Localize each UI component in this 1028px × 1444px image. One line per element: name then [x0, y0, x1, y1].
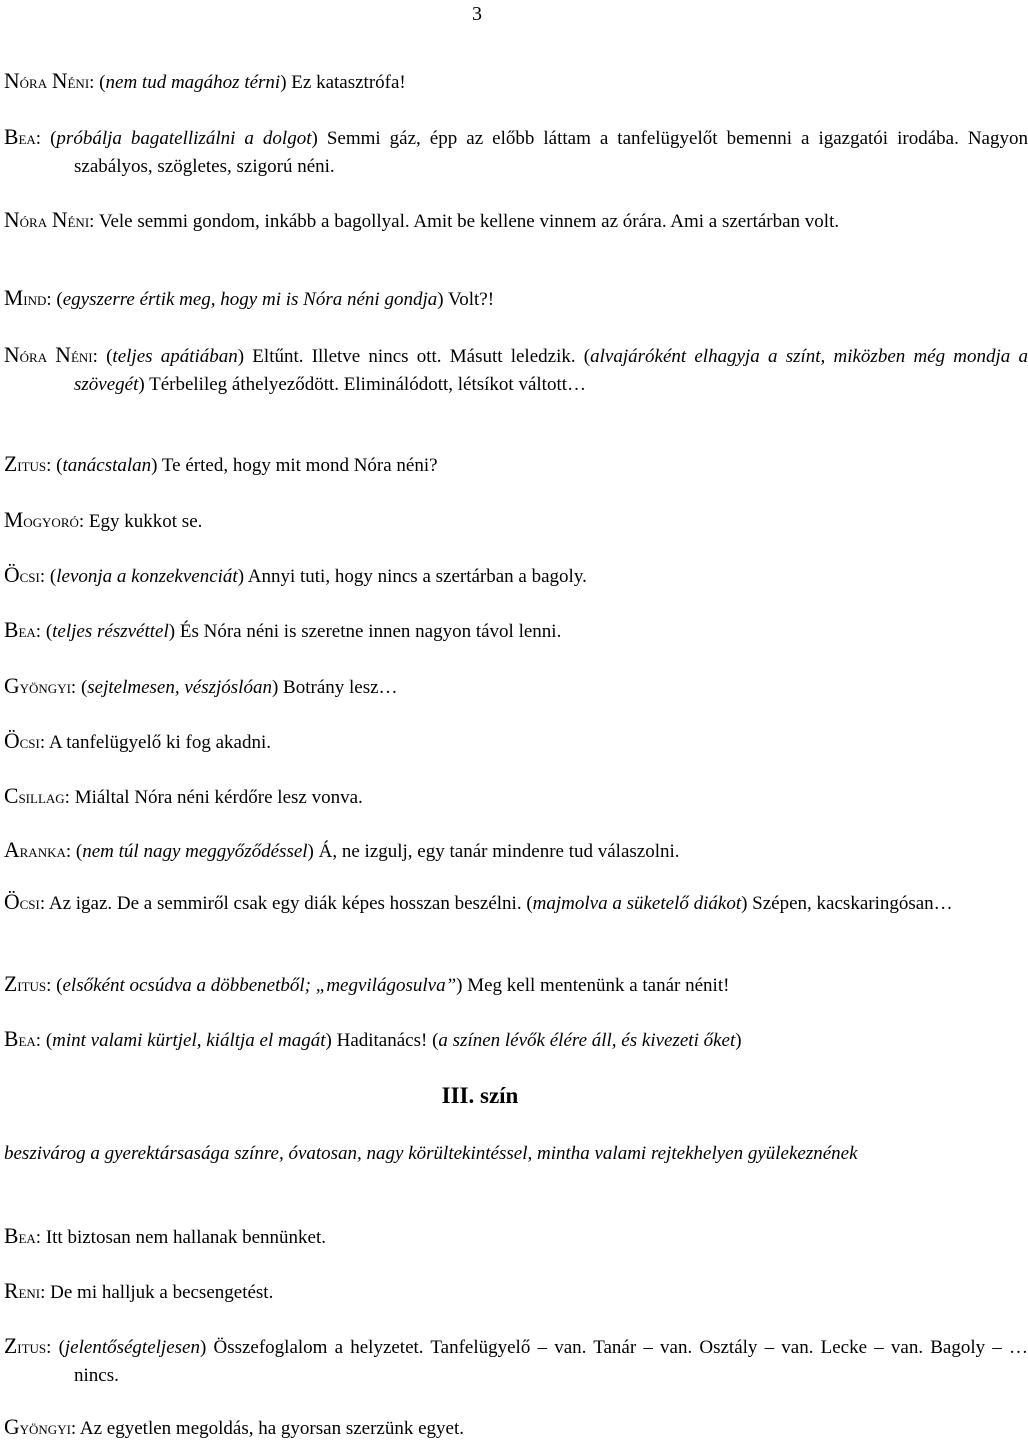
dialogue-line — [4, 727, 1028, 757]
dialogue-line — [4, 123, 1028, 181]
stage-note: egyszerre értik meg, hogy mi is Nóra néni gondja — [62, 289, 438, 310]
speaker-name: Öcsi — [4, 563, 40, 587]
stage-direction-text: beszivárog a gyerektársasága színre, óvatosan, nagy körültekintéssel, mintha valami rejtekhelyen gyülekeznének — [4, 1143, 858, 1164]
line-text: : ( — [65, 841, 83, 862]
line-text: ) — [735, 1030, 742, 1051]
line-text: : ( — [46, 975, 63, 996]
line-text: ) Térbelileg áthelyeződött. Eliminálódott, létsíkot váltott… — [138, 374, 587, 395]
line-text: : ( — [92, 346, 113, 367]
speaker-name: Bea — [4, 125, 36, 149]
stage-direction — [4, 1140, 958, 1168]
stage-note: tanácstalan — [62, 455, 152, 476]
speaker-name: Bea — [4, 1224, 36, 1248]
speaker-name: Gyöngyi — [4, 1415, 71, 1439]
speaker-name: Zitus — [4, 1334, 47, 1358]
line-text: : De mi halljuk a becsengetést. — [40, 1282, 274, 1303]
stage-note: nem tud magához térni — [105, 72, 281, 93]
scene-heading: III. szín — [441, 1083, 519, 1108]
stage-note: mint valami kürtjel, kiáltja el magát — [52, 1030, 326, 1051]
dialogue-line — [4, 970, 1028, 1000]
dialogue-line — [4, 284, 1028, 314]
line-text: ) Eltűnt. Illetve nincs ott. Másutt leledzik. ( — [237, 346, 591, 367]
line-text: : Itt biztosan nem hallanak bennünket. — [35, 1227, 326, 1248]
line-text: : Egy kukkot se. — [78, 511, 203, 532]
line-text: ) Ez katasztrófa! — [280, 72, 406, 93]
speaker-name: Bea — [4, 1027, 36, 1051]
line-text: ) Annyi tuti, hogy nincs a szertárban a bagoly. — [237, 566, 587, 587]
dialogue-line — [4, 672, 1028, 702]
dialogue-line — [4, 1413, 1028, 1443]
line-text: : ( — [46, 1337, 65, 1358]
speaker-name: Aranka — [4, 838, 66, 862]
line-text: : ( — [39, 566, 57, 587]
speaker-name: Zitus — [4, 972, 47, 996]
dialogue-line — [4, 1332, 1028, 1390]
speaker-name: Öcsi — [4, 890, 40, 914]
speaker-name: Nóra Néni — [4, 69, 90, 93]
line-text: : Az igaz. De a semmiről csak egy diák képes hosszan beszélni. ( — [39, 893, 533, 914]
stage-note: nem túl nagy meggyőződéssel — [82, 841, 308, 862]
stage-note: teljes apátiában — [112, 346, 238, 367]
line-text: : ( — [46, 289, 63, 310]
dialogue-line — [4, 506, 1028, 536]
line-text: ) Semmi gáz, épp az előbb láttam a tanfelügyelőt bemenni a igazgatói irodába. Nagyon szabályos, szögletes, szigorú néni. — [74, 128, 1028, 177]
dialogue-line — [4, 888, 1028, 918]
dialogue-line — [4, 616, 1028, 646]
dialogue-line — [4, 1025, 1028, 1055]
line-text: ) És Nóra néni is szeretne innen nagyon távol lenni. — [168, 621, 562, 642]
speaker-name: Nóra Néni — [4, 208, 90, 232]
line-text: : A tanfelügyelő ki fog akadni. — [39, 732, 271, 753]
line-text: ) Haditanács! ( — [325, 1030, 439, 1051]
line-text: ) Botrány lesz… — [271, 677, 398, 698]
stage-note: levonja a konzekvenciát — [56, 566, 238, 587]
line-text: : ( — [46, 455, 63, 476]
speaker-name: Gyöngyi — [4, 674, 71, 698]
dialogue-line — [4, 1222, 1028, 1252]
dialogue-line — [4, 341, 1028, 399]
speaker-name: Reni — [4, 1279, 41, 1303]
speaker-name: Zitus — [4, 452, 47, 476]
speaker-name: Csillag — [4, 784, 65, 808]
dialogue-line — [4, 782, 1028, 812]
dialogue-line — [4, 67, 1028, 97]
stage-note: próbálja bagatellizálni a dolgot — [56, 128, 312, 149]
dialogue-line — [4, 836, 1028, 866]
line-text: ) Volt?! — [437, 289, 495, 310]
stage-note: elsőként ocsúdva a döbbenetből; „megvilágosulva” — [62, 975, 457, 996]
line-text: : Az egyetlen megoldás, ha gyorsan szerzünk egyet. — [70, 1418, 464, 1439]
line-text: ) Összefoglalom a helyzetet. Tanfelügyelő – van. Tanár – van. Osztály – van. Lecke – van. Bagoly – … nincs. — [74, 1337, 1028, 1386]
speaker-name: Nóra Néni — [4, 343, 93, 367]
line-text: : ( — [35, 1030, 53, 1051]
line-text: : ( — [70, 677, 88, 698]
stage-note: sejtelmesen, vészjóslóan — [87, 677, 272, 698]
stage-note: teljes részvéttel — [52, 621, 169, 642]
stage-note: alvajáróként elhagyja a színt, miközben még mondja a szövegét — [74, 346, 1028, 395]
line-text: : ( — [89, 72, 106, 93]
page-number: 3 — [472, 3, 482, 25]
line-text: : Miáltal Nóra néni kérdőre lesz vonva. — [64, 787, 363, 808]
line-text: : ( — [35, 621, 53, 642]
dialogue-line — [4, 450, 1028, 480]
dialogue-line — [4, 1277, 1028, 1307]
stage-note: jelentőségteljesen — [64, 1337, 200, 1358]
stage-note: majmolva a süketelő diákot — [532, 893, 742, 914]
speaker-name: Bea — [4, 618, 36, 642]
stage-note: a színen lévők élére áll, és kivezeti őket — [438, 1030, 736, 1051]
line-text: : ( — [35, 128, 57, 149]
line-text: ) Te érted, hogy mit mond Nóra néni? — [151, 455, 438, 476]
line-text: ) Meg kell mentenünk a tanár nénit! — [456, 975, 730, 996]
line-text: ) Á, ne izgulj, egy tanár mindenre tud válaszolni. — [307, 841, 680, 862]
dialogue-line — [4, 561, 1028, 591]
line-text: ) Szépen, kacskaringósan… — [741, 893, 953, 914]
speaker-name: Öcsi — [4, 729, 40, 753]
speaker-name: Mogyoró — [4, 508, 79, 532]
line-text: : Vele semmi gondom, inkább a bagollyal. Amit be kellene vinnem az órára. Ami a szertárban volt. — [89, 211, 840, 232]
speaker-name: Mind — [4, 286, 47, 310]
dialogue-line — [4, 206, 1028, 236]
